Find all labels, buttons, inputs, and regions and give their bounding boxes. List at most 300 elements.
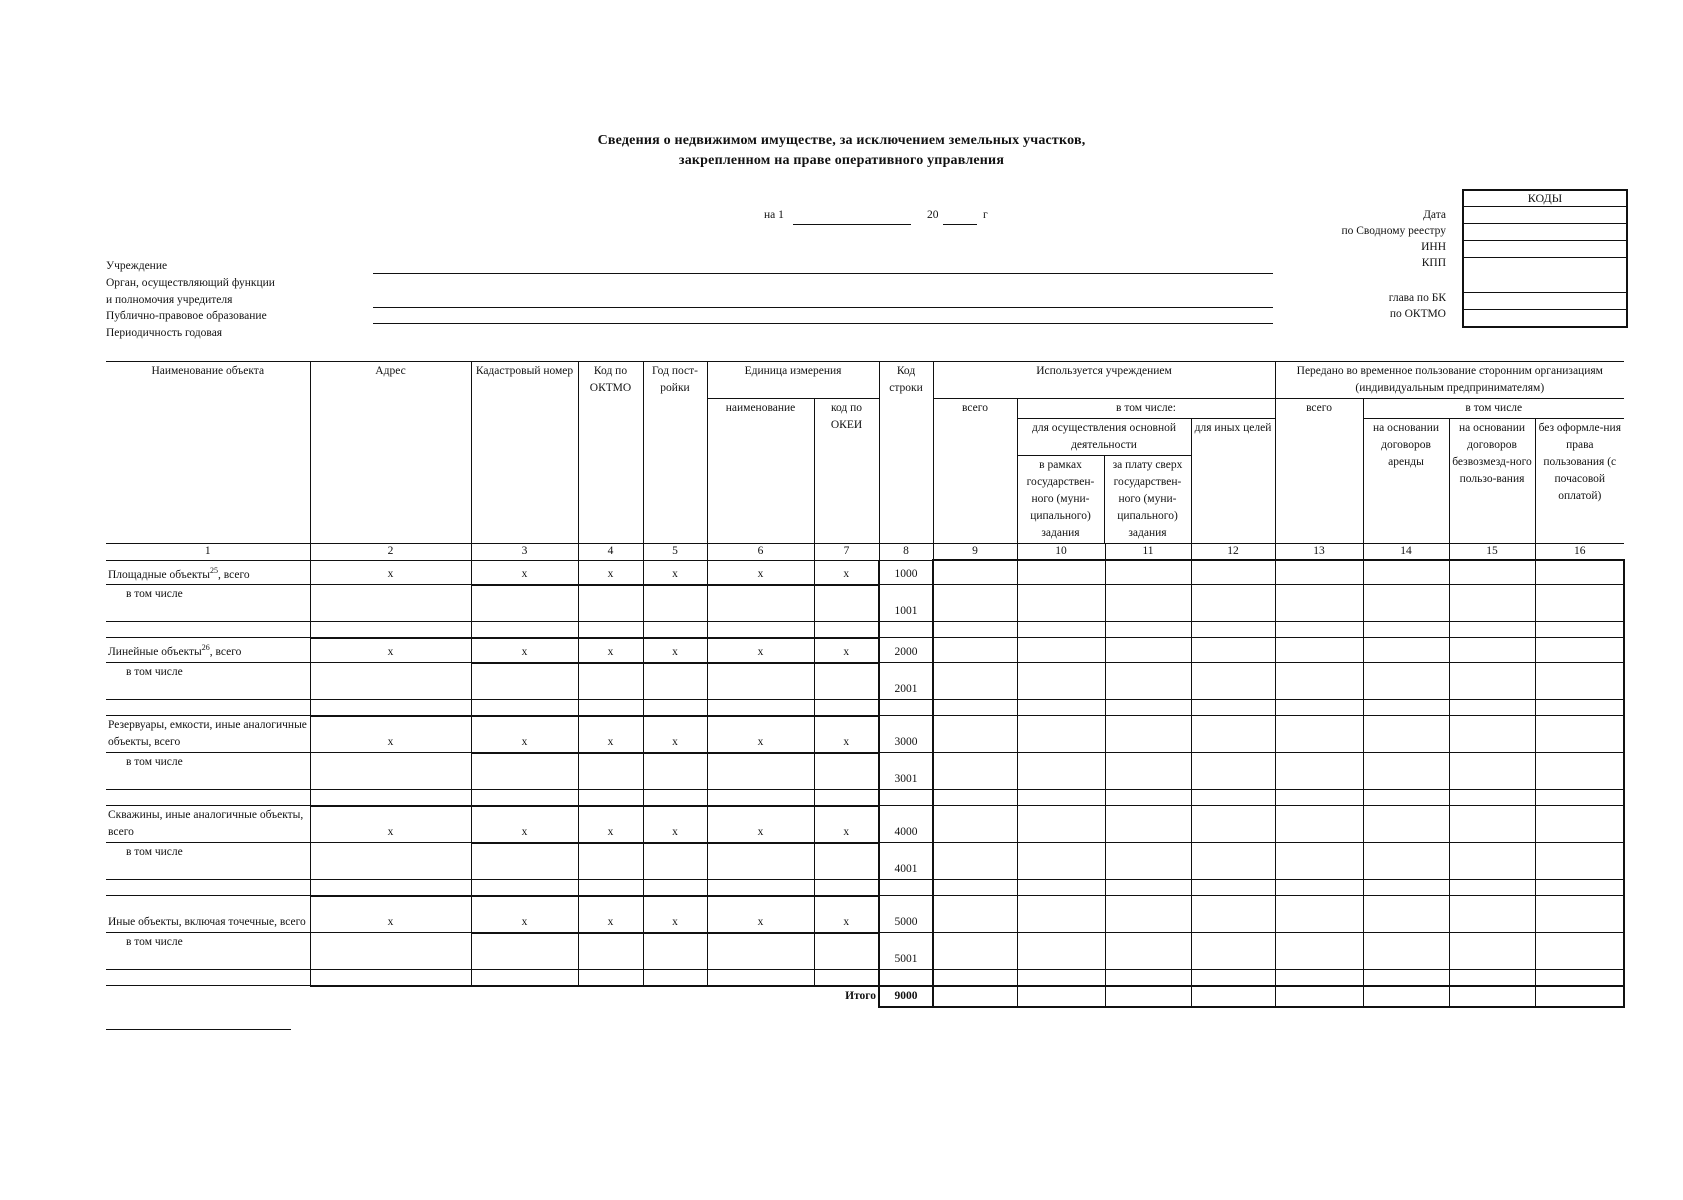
value-cell[interactable]: [1275, 753, 1363, 790]
total-value-cell[interactable]: [1275, 986, 1363, 1007]
input-cell[interactable]: [578, 970, 643, 986]
input-cell[interactable]: [643, 700, 707, 716]
input-cell[interactable]: [707, 753, 814, 790]
value-cell[interactable]: [1275, 896, 1363, 933]
value-cell[interactable]: [933, 970, 1017, 986]
value-cell[interactable]: [933, 753, 1017, 790]
row-sub-label: в том числе: [106, 843, 310, 880]
row-sub-label: в том числе: [106, 663, 310, 700]
row-name: Площадные объекты$^{25}$, всего: [106, 560, 310, 585]
total-value-cell[interactable]: [1449, 986, 1535, 1007]
label-kpp: КПП: [1421, 257, 1446, 269]
value-cell[interactable]: [1535, 585, 1624, 622]
date-year-field[interactable]: [943, 224, 977, 225]
value-cell[interactable]: [1275, 806, 1363, 843]
value-cell[interactable]: [1363, 970, 1449, 986]
value-cell[interactable]: [1449, 806, 1535, 843]
value-cell[interactable]: [933, 896, 1017, 933]
input-cell[interactable]: [578, 843, 643, 880]
value-cell[interactable]: [1535, 663, 1624, 700]
value-cell[interactable]: [1191, 716, 1275, 753]
input-cell[interactable]: [707, 880, 814, 896]
input-cell[interactable]: [310, 622, 471, 638]
column-number-2: 2: [310, 544, 471, 561]
value-cell[interactable]: [1191, 638, 1275, 663]
value-cell[interactable]: [1017, 663, 1105, 700]
value-cell[interactable]: [1363, 585, 1449, 622]
row-name: Линейные объекты$^{26}$, всего: [106, 638, 310, 663]
value-cell[interactable]: [1191, 700, 1275, 716]
value-cell[interactable]: [1535, 560, 1624, 585]
value-cell[interactable]: [1105, 663, 1191, 700]
value-cell[interactable]: [1363, 560, 1449, 585]
value-cell[interactable]: [1449, 560, 1535, 585]
value-cell[interactable]: [1191, 806, 1275, 843]
value-cell[interactable]: [1105, 700, 1191, 716]
column-number-5: 5: [643, 544, 707, 561]
input-cell[interactable]: [814, 663, 879, 700]
input-cell[interactable]: [471, 700, 578, 716]
column-number-13: 13: [1275, 544, 1363, 561]
input-cell[interactable]: [643, 790, 707, 806]
hdr-address: Адрес: [310, 362, 471, 544]
input-cell[interactable]: [814, 790, 879, 806]
value-cell[interactable]: [1017, 585, 1105, 622]
value-cell[interactable]: [1535, 896, 1624, 933]
row-subcode: 2001: [879, 663, 933, 700]
value-cell[interactable]: [1275, 933, 1363, 970]
code-bk-cell[interactable]: [1464, 292, 1626, 309]
value-cell[interactable]: [1017, 753, 1105, 790]
value-cell[interactable]: [1449, 700, 1535, 716]
blank-cell: [106, 622, 310, 638]
date-prefix: на 1: [764, 209, 784, 221]
input-cell[interactable]: [310, 933, 471, 970]
x-mark: x: [310, 806, 471, 843]
input-cell[interactable]: [578, 585, 643, 622]
input-cell[interactable]: [643, 622, 707, 638]
input-cell[interactable]: [310, 585, 471, 622]
table-row: [106, 716, 1624, 753]
value-cell[interactable]: [1191, 880, 1275, 896]
input-cell[interactable]: [310, 843, 471, 880]
input-cell[interactable]: [643, 843, 707, 880]
code-kpp-cell[interactable]: [1464, 257, 1626, 292]
x-mark: x: [643, 806, 707, 843]
x-mark: x: [471, 638, 578, 663]
input-cell[interactable]: [814, 700, 879, 716]
table-row: [106, 896, 1624, 933]
value-cell[interactable]: [933, 716, 1017, 753]
row-sub-label: в том числе: [106, 753, 310, 790]
total-value-cell[interactable]: [933, 986, 1017, 1007]
value-cell[interactable]: [1449, 970, 1535, 986]
blank-cell: [106, 790, 310, 806]
x-mark: x: [643, 716, 707, 753]
value-cell[interactable]: [1535, 970, 1624, 986]
value-cell[interactable]: [933, 933, 1017, 970]
value-cell[interactable]: [1017, 880, 1105, 896]
input-cell[interactable]: [643, 753, 707, 790]
column-number-9: 9: [933, 544, 1017, 561]
value-cell[interactable]: [1275, 843, 1363, 880]
codes-box: [1462, 189, 1628, 328]
hdr-row-code: Код строки: [879, 362, 933, 544]
value-cell[interactable]: [1275, 970, 1363, 986]
value-cell[interactable]: [1105, 753, 1191, 790]
value-cell[interactable]: [1363, 716, 1449, 753]
value-cell[interactable]: [933, 638, 1017, 663]
value-cell[interactable]: [1105, 896, 1191, 933]
footnote-ref: 25: [210, 565, 219, 575]
value-cell[interactable]: [1017, 560, 1105, 585]
x-mark: x: [578, 896, 643, 933]
input-cell[interactable]: [643, 663, 707, 700]
input-cell[interactable]: [578, 933, 643, 970]
input-cell[interactable]: [471, 663, 578, 700]
value-cell[interactable]: [1105, 585, 1191, 622]
institution-field[interactable]: [373, 273, 1273, 274]
blank-cell: [106, 970, 310, 986]
value-cell[interactable]: [1275, 560, 1363, 585]
public-entity-field[interactable]: [373, 323, 1273, 324]
hdr-used: Используется учреждением: [933, 362, 1275, 399]
input-cell[interactable]: [471, 970, 578, 986]
input-cell[interactable]: [707, 622, 814, 638]
input-cell[interactable]: [578, 663, 643, 700]
column-number-8: 8: [879, 544, 933, 561]
input-cell[interactable]: [471, 753, 578, 790]
value-cell[interactable]: [1191, 585, 1275, 622]
value-cell[interactable]: [933, 585, 1017, 622]
value-cell[interactable]: [1191, 560, 1275, 585]
value-cell[interactable]: [1191, 970, 1275, 986]
value-cell[interactable]: [1017, 970, 1105, 986]
value-cell[interactable]: [933, 663, 1017, 700]
value-cell[interactable]: [1363, 753, 1449, 790]
input-cell[interactable]: [578, 790, 643, 806]
input-cell[interactable]: [707, 585, 814, 622]
input-cell[interactable]: [578, 700, 643, 716]
value-cell[interactable]: [1363, 700, 1449, 716]
x-mark: x: [814, 896, 879, 933]
label-bk: глава по БК: [1388, 292, 1446, 304]
label-periodicity: Периодичность годовая: [106, 327, 223, 339]
input-cell[interactable]: [643, 933, 707, 970]
table-row-blank: [106, 700, 1624, 716]
value-cell[interactable]: [1275, 700, 1363, 716]
input-cell[interactable]: [707, 843, 814, 880]
value-cell[interactable]: [1535, 790, 1624, 806]
form-title-line1: Сведения о недвижимом имуществе, за исключением земельных участков,: [597, 133, 1086, 148]
value-cell[interactable]: [1105, 843, 1191, 880]
input-cell[interactable]: [471, 933, 578, 970]
row-sub-label: в том числе: [106, 933, 310, 970]
value-cell[interactable]: [1535, 622, 1624, 638]
row-name: Скважины, иные аналогичные объекты, всего: [106, 806, 310, 843]
value-cell[interactable]: [1017, 622, 1105, 638]
x-mark: x: [707, 560, 814, 585]
value-cell[interactable]: [933, 843, 1017, 880]
row-code: 2000: [879, 638, 933, 663]
label-date: Дата: [1423, 209, 1446, 221]
value-cell[interactable]: [933, 622, 1017, 638]
input-cell[interactable]: [707, 700, 814, 716]
value-cell[interactable]: [1363, 896, 1449, 933]
row-code: 3000: [879, 716, 933, 753]
value-cell[interactable]: [1449, 663, 1535, 700]
value-cell[interactable]: [1535, 880, 1624, 896]
value-cell[interactable]: [1017, 806, 1105, 843]
row-code: 1000: [879, 560, 933, 585]
input-cell[interactable]: [814, 585, 879, 622]
value-cell[interactable]: [1105, 790, 1191, 806]
x-mark: x: [643, 560, 707, 585]
value-cell[interactable]: [1191, 753, 1275, 790]
input-cell[interactable]: [578, 753, 643, 790]
x-mark: x: [578, 638, 643, 663]
input-cell[interactable]: [814, 970, 879, 986]
value-cell[interactable]: [1363, 843, 1449, 880]
value-cell[interactable]: [1191, 843, 1275, 880]
value-cell[interactable]: [933, 790, 1017, 806]
value-cell[interactable]: [1191, 663, 1275, 700]
form-title-line2: закрепленном на праве оперативного управления: [678, 153, 1005, 168]
value-cell[interactable]: [1191, 933, 1275, 970]
value-cell[interactable]: [1275, 790, 1363, 806]
codes-header: КОДЫ: [1464, 191, 1626, 207]
hdr-main-activity: для осуществления основной деятельности: [1018, 419, 1191, 456]
table-row-sub: [106, 753, 1624, 790]
input-cell[interactable]: [707, 790, 814, 806]
hdr-no-right: без оформле-ния права пользования (с почасовой оплатой): [1535, 419, 1624, 544]
value-cell[interactable]: [1449, 843, 1535, 880]
x-mark: x: [814, 638, 879, 663]
hdr-tr-total: всего: [1275, 399, 1363, 544]
table-row-sub: [106, 663, 1624, 700]
hdr-above-task: за плату сверх государствен-ного (муни-ципального) задания: [1112, 459, 1183, 539]
input-cell[interactable]: [578, 622, 643, 638]
table-row: [106, 560, 1624, 585]
value-cell[interactable]: [1535, 638, 1624, 663]
total-value-cell[interactable]: [1535, 986, 1624, 1007]
x-mark: x: [471, 896, 578, 933]
hdr-main-activity-split: [1018, 456, 1191, 543]
input-cell[interactable]: [471, 843, 578, 880]
value-cell[interactable]: [1105, 638, 1191, 663]
input-cell[interactable]: [643, 585, 707, 622]
value-cell[interactable]: [1535, 700, 1624, 716]
column-numbers-row: [106, 544, 1624, 561]
x-mark: x: [578, 560, 643, 585]
table-row-sub: [106, 585, 1624, 622]
column-number-11: 11: [1105, 544, 1191, 561]
input-cell[interactable]: [707, 663, 814, 700]
value-cell[interactable]: [933, 560, 1017, 585]
input-cell[interactable]: [814, 933, 879, 970]
value-cell[interactable]: [933, 700, 1017, 716]
value-cell[interactable]: [1449, 790, 1535, 806]
x-mark: x: [471, 716, 578, 753]
value-cell[interactable]: [1363, 933, 1449, 970]
value-cell[interactable]: [1105, 622, 1191, 638]
value-cell[interactable]: [1449, 753, 1535, 790]
value-cell[interactable]: [1017, 716, 1105, 753]
value-cell[interactable]: [1017, 933, 1105, 970]
hdr-name: Наименование объекта: [106, 362, 310, 544]
input-cell[interactable]: [471, 880, 578, 896]
value-cell[interactable]: [1535, 806, 1624, 843]
code-registry-cell[interactable]: [1464, 223, 1626, 240]
header-row-1: [106, 362, 1624, 399]
total-label: Итого: [845, 990, 876, 1003]
x-mark: x: [643, 896, 707, 933]
value-cell[interactable]: [933, 880, 1017, 896]
total-row: [106, 986, 1624, 1007]
x-mark: x: [814, 560, 879, 585]
value-cell[interactable]: [1017, 790, 1105, 806]
value-cell[interactable]: [1449, 638, 1535, 663]
value-cell[interactable]: [1449, 896, 1535, 933]
value-cell[interactable]: [1535, 933, 1624, 970]
input-cell[interactable]: [814, 622, 879, 638]
row-sub-label: в том числе: [106, 585, 310, 622]
table-row: [106, 638, 1624, 663]
value-cell[interactable]: [1363, 663, 1449, 700]
value-cell[interactable]: [1363, 880, 1449, 896]
x-mark: x: [471, 806, 578, 843]
value-cell[interactable]: [1017, 638, 1105, 663]
row-code: 4000: [879, 806, 933, 843]
hdr-cadastral: Кадастровый номер: [471, 362, 578, 544]
hdr-used-incl: в том числе:: [1017, 399, 1275, 419]
footnote-separator: [106, 1029, 291, 1030]
input-cell[interactable]: [578, 880, 643, 896]
x-mark: x: [310, 638, 471, 663]
input-cell[interactable]: [707, 933, 814, 970]
property-table: [106, 361, 1625, 1008]
value-cell[interactable]: [1275, 585, 1363, 622]
value-cell[interactable]: [1017, 700, 1105, 716]
table-body: [106, 560, 1624, 1007]
total-value-cell[interactable]: [1363, 986, 1449, 1007]
value-cell[interactable]: [1017, 896, 1105, 933]
value-cell[interactable]: [1363, 790, 1449, 806]
row-name: Иные объекты, включая точечные, всего: [106, 896, 310, 933]
label-inn: ИНН: [1421, 241, 1446, 253]
column-number-12: 12: [1191, 544, 1275, 561]
value-cell[interactable]: [1449, 622, 1535, 638]
x-mark: x: [707, 896, 814, 933]
value-cell[interactable]: [1105, 806, 1191, 843]
hdr-unit: Единица измерения: [707, 362, 879, 399]
blank-code-cell: [879, 880, 933, 896]
value-cell[interactable]: [1275, 663, 1363, 700]
value-cell[interactable]: [1017, 843, 1105, 880]
value-cell[interactable]: [1535, 753, 1624, 790]
input-cell[interactable]: [814, 753, 879, 790]
total-value-cell[interactable]: [1017, 986, 1105, 1007]
input-cell[interactable]: [310, 790, 471, 806]
value-cell[interactable]: [1105, 880, 1191, 896]
total-value-cell[interactable]: [1191, 986, 1275, 1007]
value-cell[interactable]: [1535, 843, 1624, 880]
x-mark: x: [471, 560, 578, 585]
input-cell[interactable]: [310, 663, 471, 700]
code-inn-cell[interactable]: [1464, 240, 1626, 257]
blank-cell: [106, 880, 310, 896]
input-cell[interactable]: [814, 843, 879, 880]
x-mark: x: [814, 716, 879, 753]
value-cell[interactable]: [1449, 585, 1535, 622]
x-mark: x: [310, 716, 471, 753]
value-cell[interactable]: [933, 806, 1017, 843]
code-date-cell[interactable]: [1464, 207, 1626, 223]
column-number-7: 7: [814, 544, 879, 561]
value-cell[interactable]: [1191, 896, 1275, 933]
value-cell[interactable]: [1275, 716, 1363, 753]
input-cell[interactable]: [471, 622, 578, 638]
column-number-4: 4: [578, 544, 643, 561]
input-cell[interactable]: [310, 880, 471, 896]
table-row-blank: [106, 622, 1624, 638]
column-number-14: 14: [1363, 544, 1449, 561]
table-row-blank: [106, 880, 1624, 896]
total-value-cell[interactable]: [1105, 986, 1191, 1007]
input-cell[interactable]: [310, 753, 471, 790]
x-mark: x: [707, 716, 814, 753]
value-cell[interactable]: [1191, 790, 1275, 806]
value-cell[interactable]: [1105, 933, 1191, 970]
value-cell[interactable]: [1191, 622, 1275, 638]
date-suffix: г: [983, 209, 988, 221]
label-public-entity: Публично-правовое образование: [106, 310, 267, 322]
input-cell[interactable]: [643, 880, 707, 896]
x-mark: x: [707, 806, 814, 843]
input-cell[interactable]: [814, 880, 879, 896]
value-cell[interactable]: [1275, 638, 1363, 663]
value-cell[interactable]: [1363, 638, 1449, 663]
code-oktmo-cell[interactable]: [1464, 309, 1626, 326]
value-cell[interactable]: [1105, 716, 1191, 753]
input-cell[interactable]: [707, 970, 814, 986]
organ-field[interactable]: [373, 307, 1273, 308]
hdr-main-activity-cell: [1017, 419, 1191, 544]
hdr-unit-okei: код по ОКЕИ: [814, 399, 879, 544]
row-subcode: 4001: [879, 843, 933, 880]
input-cell[interactable]: [643, 970, 707, 986]
date-day-field[interactable]: [793, 224, 911, 225]
hdr-year-built: Год пост-ройки: [643, 362, 707, 544]
value-cell[interactable]: [1535, 716, 1624, 753]
input-cell[interactable]: [310, 700, 471, 716]
date-year-prefix: 20: [927, 209, 939, 221]
input-cell[interactable]: [310, 970, 471, 986]
value-cell[interactable]: [1105, 970, 1191, 986]
value-cell[interactable]: [1275, 622, 1363, 638]
input-cell[interactable]: [471, 585, 578, 622]
hdr-lease: на основании договоров аренды: [1363, 419, 1449, 544]
value-cell[interactable]: [1275, 880, 1363, 896]
value-cell[interactable]: [1363, 806, 1449, 843]
value-cell[interactable]: [1105, 560, 1191, 585]
value-cell[interactable]: [1449, 716, 1535, 753]
hdr-transferred: Передано во временное пользование сторонним организациям (индивидуальным предпринимателям): [1275, 362, 1624, 399]
value-cell[interactable]: [1363, 622, 1449, 638]
value-cell[interactable]: [1449, 933, 1535, 970]
value-cell[interactable]: [1449, 880, 1535, 896]
input-cell[interactable]: [471, 790, 578, 806]
